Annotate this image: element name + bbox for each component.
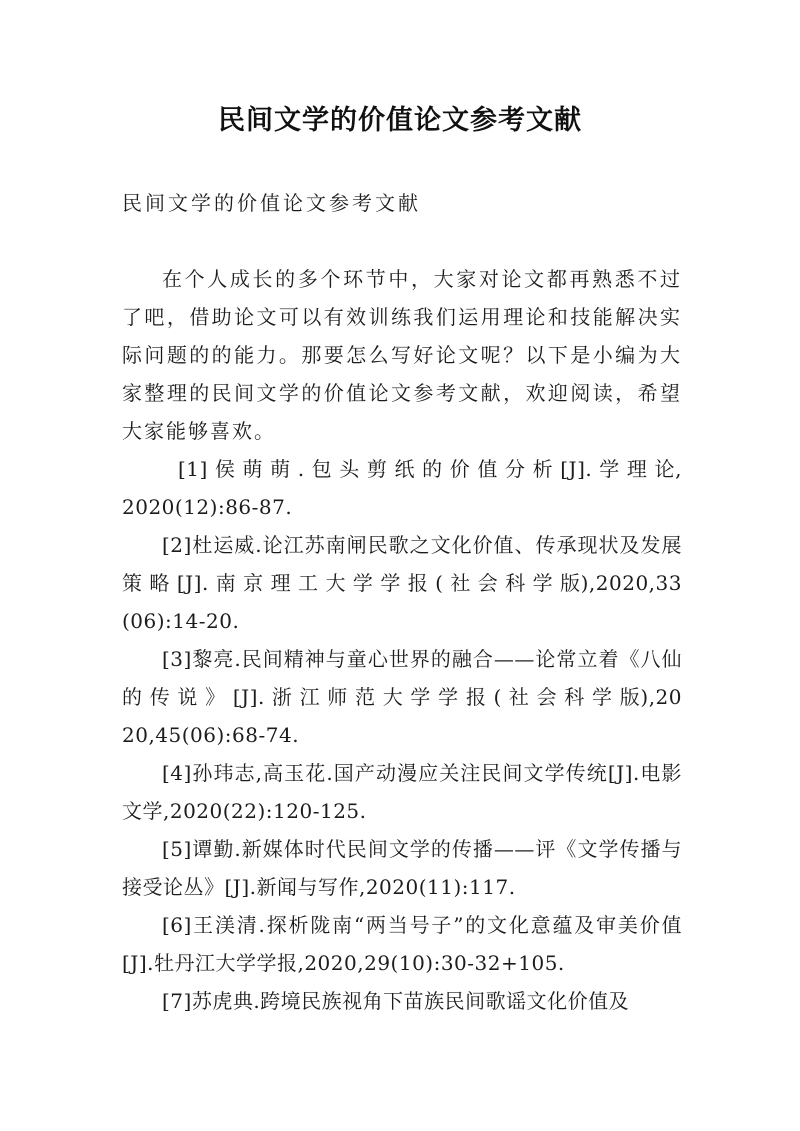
- page-title: 民间文学的价值论文参考文献: [218, 105, 582, 136]
- reference-item: [3]黎亮.民间精神与童心世界的融合——论常立着《八仙 的 传 说 》 [J]. 浙 江 师 范 大 学 学 报 ( 社 会 科 学 版),2020,45(06):68-74.: [122, 647, 682, 747]
- document-subtitle: 民间文学的价值论文参考文献: [122, 191, 421, 215]
- intro-paragraph: 在个人成长的多个环节中，大家对论文都再熟悉不过了吧，借助论文可以有效训练我们运用理论和技能解决实际问题的的能力。那要怎么写好论文呢？以下是小编为大家整理的民间文学的价值论文参考文献，欢迎阅读，希望大家能够喜欢。: [122, 267, 682, 443]
- reference-item: [1] 侯 萌 萌 . 包 头 剪 纸 的 价 值 分 析 [J]. 学 理 论,2020(12):86-87.: [122, 457, 682, 519]
- reference-item: [7]苏虎典.跨境民族视角下苗族民间歌谣文化价值及: [162, 989, 630, 1013]
- reference-item: [4]孙玮志,高玉花.国产动漫应关注民间文学传统[J].电影文学,2020(22):120-125.: [122, 761, 682, 823]
- reference-list: [122, 450, 682, 1020]
- document-body: [122, 184, 682, 1020]
- reference-item: [5]谭勤.新媒体时代民间文学的传播——评《文学传播与接受论丛》[J].新闻与写作,2020(11):117.: [122, 837, 682, 899]
- reference-item: [6]王渼清.探析陇南“两当号子”的文化意蕴及审美价值[J].牡丹江大学学报,2020,29(10):30-32+105.: [122, 913, 682, 975]
- reference-item: [2]杜运威.论江苏南闸民歌之文化价值、传承现状及发展 策 略 [J]. 南 京 理 工 大 学 学 报 ( 社 会 科 学 版),2020,33(06):14-20.: [122, 533, 682, 633]
